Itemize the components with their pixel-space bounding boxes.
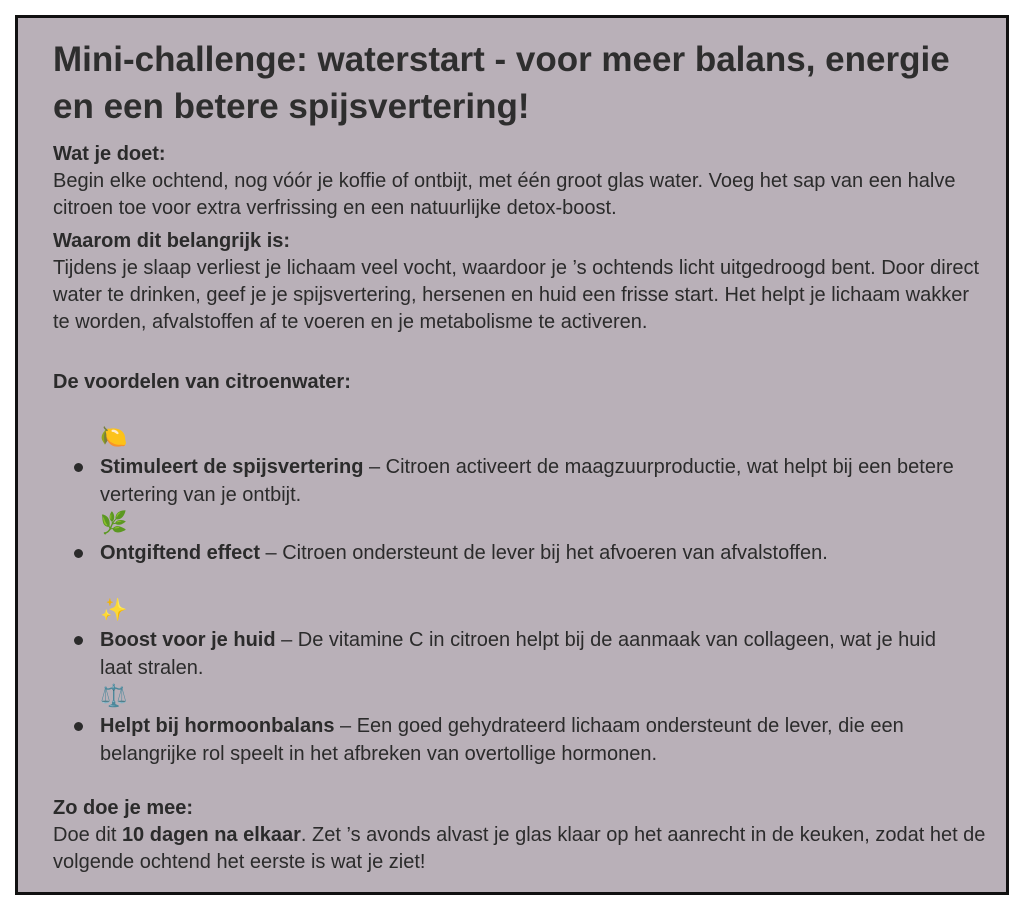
bullet-icon (74, 549, 83, 558)
how-to-join-heading: Zo doe je mee: (53, 797, 194, 819)
benefit-description: – Citroen activeert de maagzuurproductie, wat helpt bij een betere vertering van je ontbijt. (100, 456, 954, 506)
lemon-icon: 🍋 (100, 425, 128, 450)
what-you-do-heading: Wat je doet: (53, 143, 166, 165)
benefit-item-hormones (100, 712, 970, 768)
benefit-title: Helpt bij hormoonbalans (100, 715, 335, 737)
benefit-title: Ontgiftend effect (100, 542, 260, 564)
benefits-heading: De voordelen van citroenwater: (53, 371, 351, 393)
benefit-description: – Een goed gehydrateerd lichaam ondersteunt de lever, die een belangrijke rol speelt in het afbreken van overtollige hormonen. (100, 715, 904, 765)
bullet-icon (74, 463, 83, 472)
page-title: Mini-challenge: waterstart - voor meer balans, energie en een betere spijsvertering! (53, 40, 950, 126)
benefit-title: Boost voor je huid (100, 629, 276, 651)
bullet-icon (74, 722, 83, 731)
benefit-item-skin (100, 626, 970, 682)
benefit-item-detox (100, 539, 970, 567)
benefit-item-digestion (100, 453, 970, 509)
benefit-description: – De vitamine C in citroen helpt bij de aanmaak van collageen, wat je huid laat stralen. (100, 629, 936, 679)
what-you-do-text: Begin elke ochtend, nog vóór je koffie of ontbijt, met één groot glas water. Voeg het sap van een halve citroen toe voor extra verfrissing en een natuurlijke detox-boost. (53, 170, 956, 219)
challenge-card (15, 15, 1009, 895)
why-important-text: Tijdens je slaap verliest je lichaam veel vocht, waardoor je ’s ochtends licht uitgedroogd bent. Door direct water te drinken, geef je je spijsvertering, hersenen en huid een frisse start. Het helpt je lichaam wakker te worden, afvalstoffen af te voeren en je metabolisme te activeren. (53, 257, 980, 333)
benefit-title: Stimuleert de spijsvertering (100, 456, 364, 478)
how-to-join-text: Doe dit 10 dagen na elkaar. Zet ’s avonds alvast je glas klaar op het aanrecht in de keuken, zodat het de volgende ochtend het eerste is wat je ziet! (53, 824, 986, 873)
scales-icon: ⚖️ (100, 684, 128, 709)
duration-highlight: 10 dagen na elkaar (121, 824, 301, 846)
why-important-heading: Waarom dit belangrijk is: (53, 230, 291, 252)
bullet-icon (74, 636, 83, 645)
herb-icon: 🌿 (100, 511, 128, 536)
sparkles-icon: ✨ (100, 598, 128, 623)
benefit-description: – Citroen ondersteunt de lever bij het afvoeren van afvalstoffen. (260, 542, 828, 564)
